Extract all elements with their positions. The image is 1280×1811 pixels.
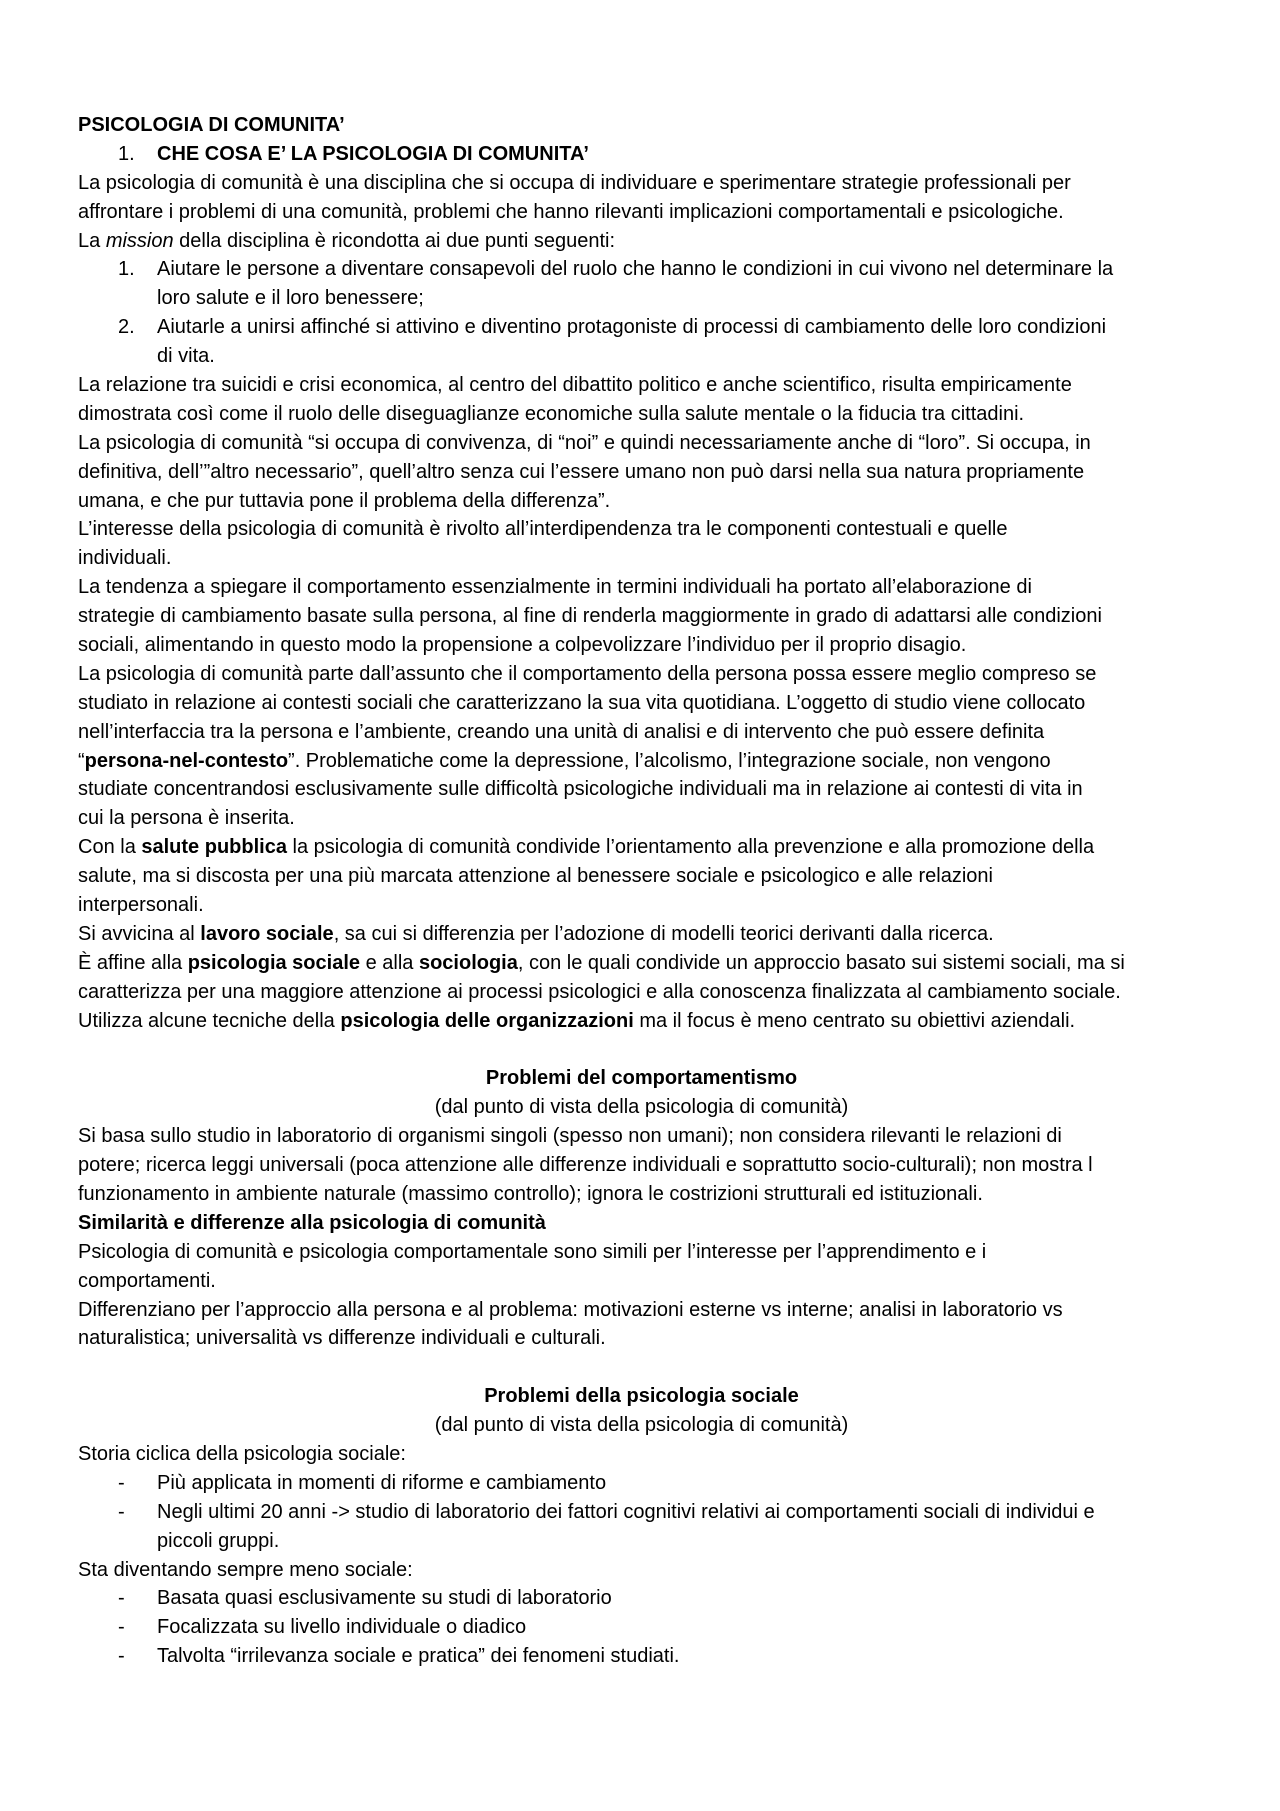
spacer [78, 1353, 1205, 1382]
text-run: comportamenti. [78, 1269, 216, 1292]
list-marker: - [118, 1500, 125, 1523]
list-marker: 1. [118, 258, 135, 281]
text-run: La [78, 229, 106, 252]
text-line [78, 458, 1205, 487]
text-run: della disciplina è ricondotta ai due punti seguenti: [173, 229, 616, 252]
text-run: piccoli gruppi. [157, 1529, 280, 1552]
text-run: (dal punto di vista della psicologia di comunità) [434, 1096, 849, 1119]
text-run: studiato in relazione ai contesti sociali che caratterizzano la sua vita quotidiana. L’oggetto di studio viene collocato [78, 691, 1086, 714]
paragraph [78, 515, 1205, 573]
text-run: e alla [360, 951, 419, 974]
list-item [78, 1613, 1205, 1642]
text-line [78, 284, 1205, 313]
text-line [78, 371, 1205, 400]
text-line [78, 1209, 1205, 1238]
list-item [78, 1498, 1205, 1556]
text-line [78, 1353, 1205, 1382]
text-run: Aiutarle a unirsi affinché si attivino e diventino protagoniste di processi di cambiamento delle loro condizioni [157, 316, 1107, 339]
paragraph [78, 429, 1205, 516]
text-line [78, 1498, 1205, 1527]
text-line [78, 140, 1205, 169]
list-item [78, 1642, 1205, 1671]
text-run: interpersonali. [78, 894, 204, 917]
text-line [78, 1642, 1205, 1671]
text-line [78, 1382, 1205, 1411]
text-run: (dal punto di vista della psicologia di comunità) [434, 1414, 849, 1437]
text-run: Differenziano per l’approccio alla persona e al problema: motivazioni esterne vs interne; analisi in laboratorio vs [78, 1298, 1063, 1321]
text-line [78, 862, 1205, 891]
text-run: , con le quali condivide un approccio basato sui sistemi sociali, ma si [517, 951, 1125, 974]
text-run: Più applicata in momenti di riforme e cambiamento [157, 1471, 607, 1494]
text-run: naturalistica; universalità vs differenze individuali e culturali. [78, 1327, 606, 1350]
text-line [78, 400, 1205, 429]
paragraph [78, 573, 1205, 660]
paragraph [78, 169, 1205, 227]
text-run: Focalizzata su livello individuale o diadico [157, 1616, 527, 1639]
paragraph [78, 1093, 1205, 1122]
text-run: dimostrata così come il ruolo delle diseguaglianze economiche sulla salute mentale o la fiducia tra cittadini. [78, 402, 1025, 425]
text-run: cui la persona è inserita. [78, 807, 295, 830]
bold-text: Problemi della psicologia sociale [484, 1385, 799, 1408]
text-line [78, 544, 1205, 573]
text-run: affrontare i problemi di una comunità, problemi che hanno rilevanti implicazioni comportamentali e psicologiche. [78, 200, 1064, 223]
text-run: umana, e che pur tuttavia pone il problema della differenza”. [78, 489, 611, 512]
list-marker: - [118, 1587, 125, 1610]
paragraph [78, 1122, 1205, 1209]
text-line [78, 660, 1205, 689]
text-run: La psicologia di comunità “si occupa di convivenza, di “noi” e quindi necessariamente anche di “loro”. Si occupa, in [78, 431, 1091, 454]
text-line [78, 255, 1205, 284]
text-line [78, 1238, 1205, 1267]
list-item [78, 1469, 1205, 1498]
text-line [78, 602, 1205, 631]
paragraph [78, 660, 1205, 833]
bold-text: Problemi del comportamentismo [485, 1067, 798, 1090]
list-item [78, 1584, 1205, 1613]
bold-text: persona-nel-contesto [84, 749, 289, 772]
text-run: L’interesse della psicologia di comunità è rivolto all’interdipendenza tra le componenti contestuali e quelle [78, 518, 1008, 541]
text-run: studiate concentrandosi esclusivamente sulle difficoltà psicologiche individuali ma in relazione ai contesti di vita in [78, 778, 1083, 801]
bold-text: salute pubblica [141, 836, 287, 859]
list-item [78, 313, 1205, 371]
document-page [78, 111, 1205, 1671]
text-line [78, 198, 1205, 227]
text-line [78, 342, 1205, 371]
text-line [78, 689, 1205, 718]
text-line [78, 891, 1205, 920]
list-marker: - [118, 1616, 125, 1639]
paragraph [78, 1556, 1205, 1585]
paragraph [78, 371, 1205, 429]
subheading [78, 1209, 1205, 1238]
text-line [78, 111, 1205, 140]
text-line [78, 227, 1205, 256]
text-run: ”. Problematiche come la depressione, l’alcolismo, l’integrazione sociale, non vengono [288, 749, 1051, 772]
text-run: Negli ultimi 20 anni -> studio di laboratorio dei fattori cognitivi relativi ai comportamenti sociali di individui e [157, 1500, 1095, 1523]
text-run: Si avvicina al [78, 922, 201, 945]
text-line [78, 833, 1205, 862]
text-run: La psicologia di comunità parte dall’assunto che il comportamento della persona possa essere meglio compreso se [78, 662, 1097, 685]
text-run: Si basa sullo studio in laboratorio di organismi singoli (spesso non umani); non considera rilevanti le relazioni di [78, 1125, 1062, 1148]
italic-text: mission [105, 229, 174, 252]
text-run: Talvolta “irrilevanza sociale e pratica” dei fenomeni studiati. [157, 1645, 680, 1668]
document-title [78, 111, 1205, 140]
text-line [78, 920, 1205, 949]
text-line [78, 1527, 1205, 1556]
bold-text: Similarità e differenze alla psicologia di comunità [78, 1211, 546, 1234]
text-line [78, 978, 1205, 1007]
text-line [78, 1122, 1205, 1151]
bold-text: psicologia sociale [187, 951, 361, 974]
paragraph [78, 1411, 1205, 1440]
text-run: La psicologia di comunità è una disciplina che si occupa di individuare e sperimentare strategie professionali per [78, 171, 1071, 194]
text-line [78, 313, 1205, 342]
text-run: salute, ma si discosta per una più marcata attenzione al benessere sociale e psicologico e alle relazioni [78, 865, 993, 888]
spacer [78, 1036, 1205, 1065]
text-run: Sta diventando sempre meno sociale: [78, 1558, 413, 1581]
subheading [78, 1064, 1205, 1093]
section-heading [78, 140, 1205, 169]
text-run: È affine alla [78, 951, 188, 974]
text-line [78, 1469, 1205, 1498]
text-line [78, 1036, 1205, 1065]
text-run: Utilizza alcune tecniche della [78, 1009, 341, 1032]
paragraph [78, 1296, 1205, 1354]
text-run: strategie di cambiamento basate sulla persona, al fine di renderla maggiormente in grado di adattarsi alle condizioni [78, 605, 1102, 628]
text-run: Psicologia di comunità e psicologia comportamentale sono simili per l’interesse per l’apprendimento e i [78, 1240, 987, 1263]
text-run: la psicologia di comunità condivide l’orientamento alla prevenzione e alla promozione della [286, 836, 1095, 859]
text-run: La relazione tra suicidi e crisi economica, al centro del dibattito politico e anche scientifico, risulta empiricamente [78, 374, 1072, 397]
text-run: sociali, alimentando in questo modo la propensione a colpevolizzare l’individuo per il proprio disagio. [78, 634, 967, 657]
text-line [78, 1440, 1205, 1469]
text-line [78, 775, 1205, 804]
text-line [78, 747, 1205, 776]
subheading [78, 1382, 1205, 1411]
text-run: loro salute e il loro benessere; [157, 287, 424, 310]
text-line [78, 1556, 1205, 1585]
text-line [78, 487, 1205, 516]
text-run: potere; ricerca leggi universali (poca attenzione alle differenze individuali e soprattutto socio-culturali); non mostra l [78, 1154, 1093, 1177]
text-run: caratterizza per una maggiore attenzione ai processi psicologici e alla conoscenza finalizzata al cambiamento sociale. [78, 980, 1121, 1003]
paragraph [78, 1238, 1205, 1296]
list-marker: - [118, 1645, 125, 1668]
text-line [78, 1064, 1205, 1093]
text-line [78, 631, 1205, 660]
text-line [78, 1180, 1205, 1209]
bold-text: CHE COSA E’ LA PSICOLOGIA DI COMUNITA’ [157, 142, 589, 165]
bold-text: sociologia [418, 951, 518, 974]
text-run: La tendenza a spiegare il comportamento essenzialmente in termini individuali ha portato all’elaborazione di [78, 576, 1032, 599]
text-run: funzionamento in ambiente naturale (massimo controllo); ignora le costrizioni strutturali ed istituzionali. [78, 1182, 983, 1205]
paragraph [78, 833, 1205, 920]
text-line [78, 1613, 1205, 1642]
bold-text: PSICOLOGIA DI COMUNITA’ [78, 114, 345, 136]
text-line [78, 1584, 1205, 1613]
text-line [78, 515, 1205, 544]
text-line [78, 718, 1205, 747]
text-run: ma il focus è meno centrato su obiettivi aziendali. [633, 1009, 1076, 1032]
text-run: Aiutare le persone a diventare consapevoli del ruolo che hanno le condizioni in cui vivono nel determinare la [157, 258, 1114, 281]
text-line [78, 1267, 1205, 1296]
text-line [78, 1007, 1205, 1036]
text-run: di vita. [157, 345, 215, 368]
list-item [78, 255, 1205, 313]
text-line [78, 1296, 1205, 1325]
text-run: Con la [78, 836, 142, 859]
bold-text: lavoro sociale [200, 922, 334, 945]
text-line [78, 573, 1205, 602]
text-line [78, 1151, 1205, 1180]
list-marker: 1. [118, 142, 135, 165]
text-run: individuali. [78, 547, 172, 570]
text-run: , sa cui si differenzia per l’adozione di modelli teorici derivanti dalla ricerca. [333, 922, 994, 945]
list-marker: - [118, 1471, 125, 1494]
paragraph [78, 920, 1205, 949]
text-line [78, 1324, 1205, 1353]
bold-text: psicologia delle organizzazioni [340, 1009, 634, 1032]
text-line [78, 429, 1205, 458]
paragraph [78, 949, 1205, 1007]
text-line [78, 1093, 1205, 1122]
paragraph [78, 227, 1205, 256]
text-run: “ [78, 749, 85, 772]
text-line [78, 169, 1205, 198]
text-run: nell’interfaccia tra la persona e l’ambiente, creando una unità di analisi e di intervento che può essere definita [78, 720, 1045, 743]
text-line [78, 804, 1205, 833]
paragraph [78, 1440, 1205, 1469]
text-line [78, 1411, 1205, 1440]
text-run: Basata quasi esclusivamente su studi di laboratorio [157, 1587, 612, 1610]
text-run: definitiva, dell’”altro necessario”, quell’altro senza cui l’essere umano non può darsi nella sua natura propriamente [78, 460, 1085, 483]
text-line [78, 949, 1205, 978]
paragraph [78, 1007, 1205, 1036]
text-run: Storia ciclica della psicologia sociale: [78, 1442, 406, 1465]
list-marker: 2. [118, 316, 135, 339]
